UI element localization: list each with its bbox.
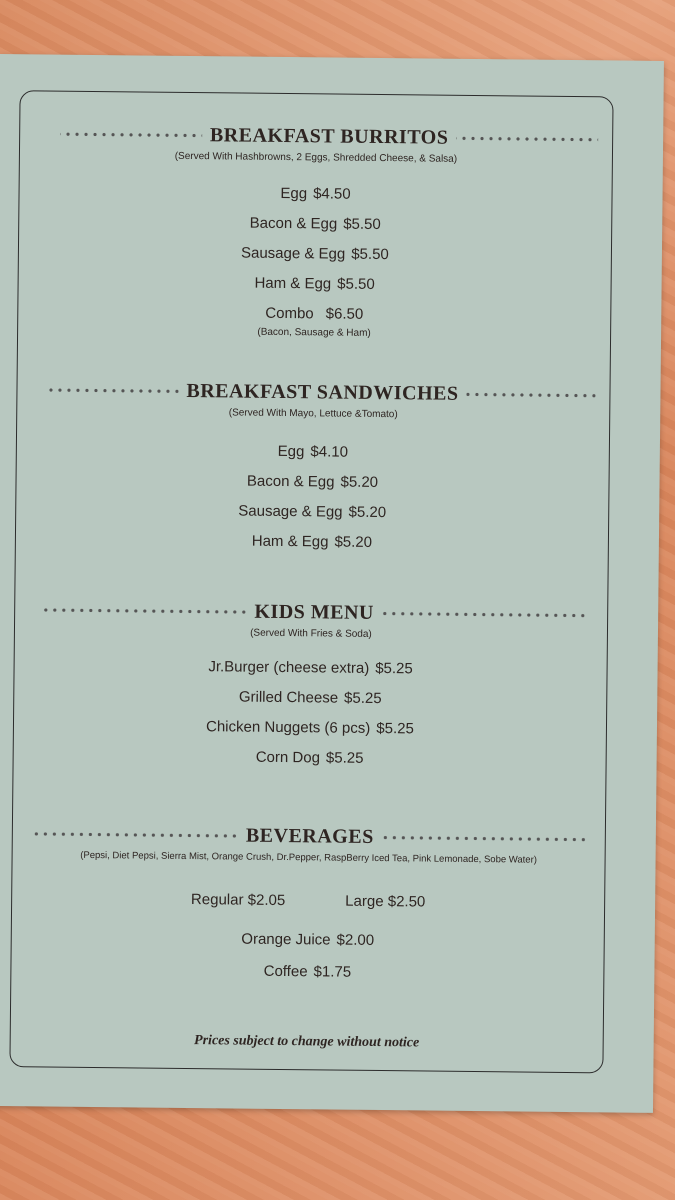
dot-divider <box>60 131 202 137</box>
dot-divider <box>49 387 178 393</box>
menu-item: Egg $4.50 <box>280 184 351 203</box>
dot-divider <box>467 391 596 397</box>
menu-item: Sausage & Egg $5.20 <box>238 502 387 522</box>
menu-item: Ham & Egg $5.50 <box>254 274 375 293</box>
section-note: (Served With Mayo, Lettuce &Tomato) <box>228 407 398 421</box>
dot-divider <box>456 135 598 141</box>
menu-item: Grilled Cheese $5.25 <box>238 688 382 708</box>
breakfast-burritos-section <box>18 119 612 341</box>
menu-item: Ham & Egg $5.20 <box>251 532 373 551</box>
menu-page <box>0 54 664 1113</box>
menu-item-list <box>14 650 607 776</box>
menu-item: Combo $6.50 <box>265 304 364 323</box>
menu-border-frame <box>9 90 613 1073</box>
breakfast-sandwiches-section <box>16 375 610 560</box>
dot-divider <box>382 611 585 618</box>
menu-item: Regular $2.05 <box>190 891 286 910</box>
menu-item: Jr.Burger (cheese extra) $5.25 <box>208 658 413 678</box>
beverages-section <box>11 819 605 990</box>
dot-divider <box>43 607 246 614</box>
section-heading: BREAKFAST BURRITOS <box>209 123 449 149</box>
menu-item: Bacon & Egg $5.20 <box>246 472 379 491</box>
menu-item: Coffee $1.75 <box>263 962 352 981</box>
section-heading: BEVERAGES <box>245 824 374 848</box>
menu-item: Sausage & Egg $5.50 <box>240 244 389 264</box>
section-note: (Served With Hashbrowns, 2 Eggs, Shredded Cheese, & Salsa) <box>174 150 458 165</box>
section-note: (Pepsi, Diet Pepsi, Sierra Mist, Orange Crush, Dr.Pepper, RaspBerry Iced Tea, Pink Lemonade, Sobe Water) <box>80 849 538 866</box>
price-disclaimer: Prices subject to change without notice <box>194 1033 420 1051</box>
section-heading: KIDS MENU <box>254 600 375 624</box>
section-heading: BREAKFAST SANDWICHES <box>186 379 459 405</box>
menu-item: Egg $4.10 <box>277 442 349 461</box>
menu-item: Corn Dog $5.25 <box>255 748 364 767</box>
menu-item: Large $2.50 <box>345 892 426 911</box>
menu-item: Orange Juice $2.00 <box>241 930 375 949</box>
menu-item-list <box>18 176 612 341</box>
menu-item: Chicken Nuggets (6 pcs) $5.25 <box>205 718 414 738</box>
menu-item-list <box>11 882 604 990</box>
kids-menu-section <box>14 595 608 776</box>
soda-size-row <box>12 882 604 920</box>
dot-divider <box>382 835 587 842</box>
menu-item: Bacon & Egg $5.50 <box>249 214 381 233</box>
section-note: (Served With Fries & Soda) <box>250 627 372 640</box>
combo-note: (Bacon, Sausage & Ham) <box>257 326 371 339</box>
dot-divider <box>33 831 238 838</box>
menu-item-list <box>16 434 609 560</box>
